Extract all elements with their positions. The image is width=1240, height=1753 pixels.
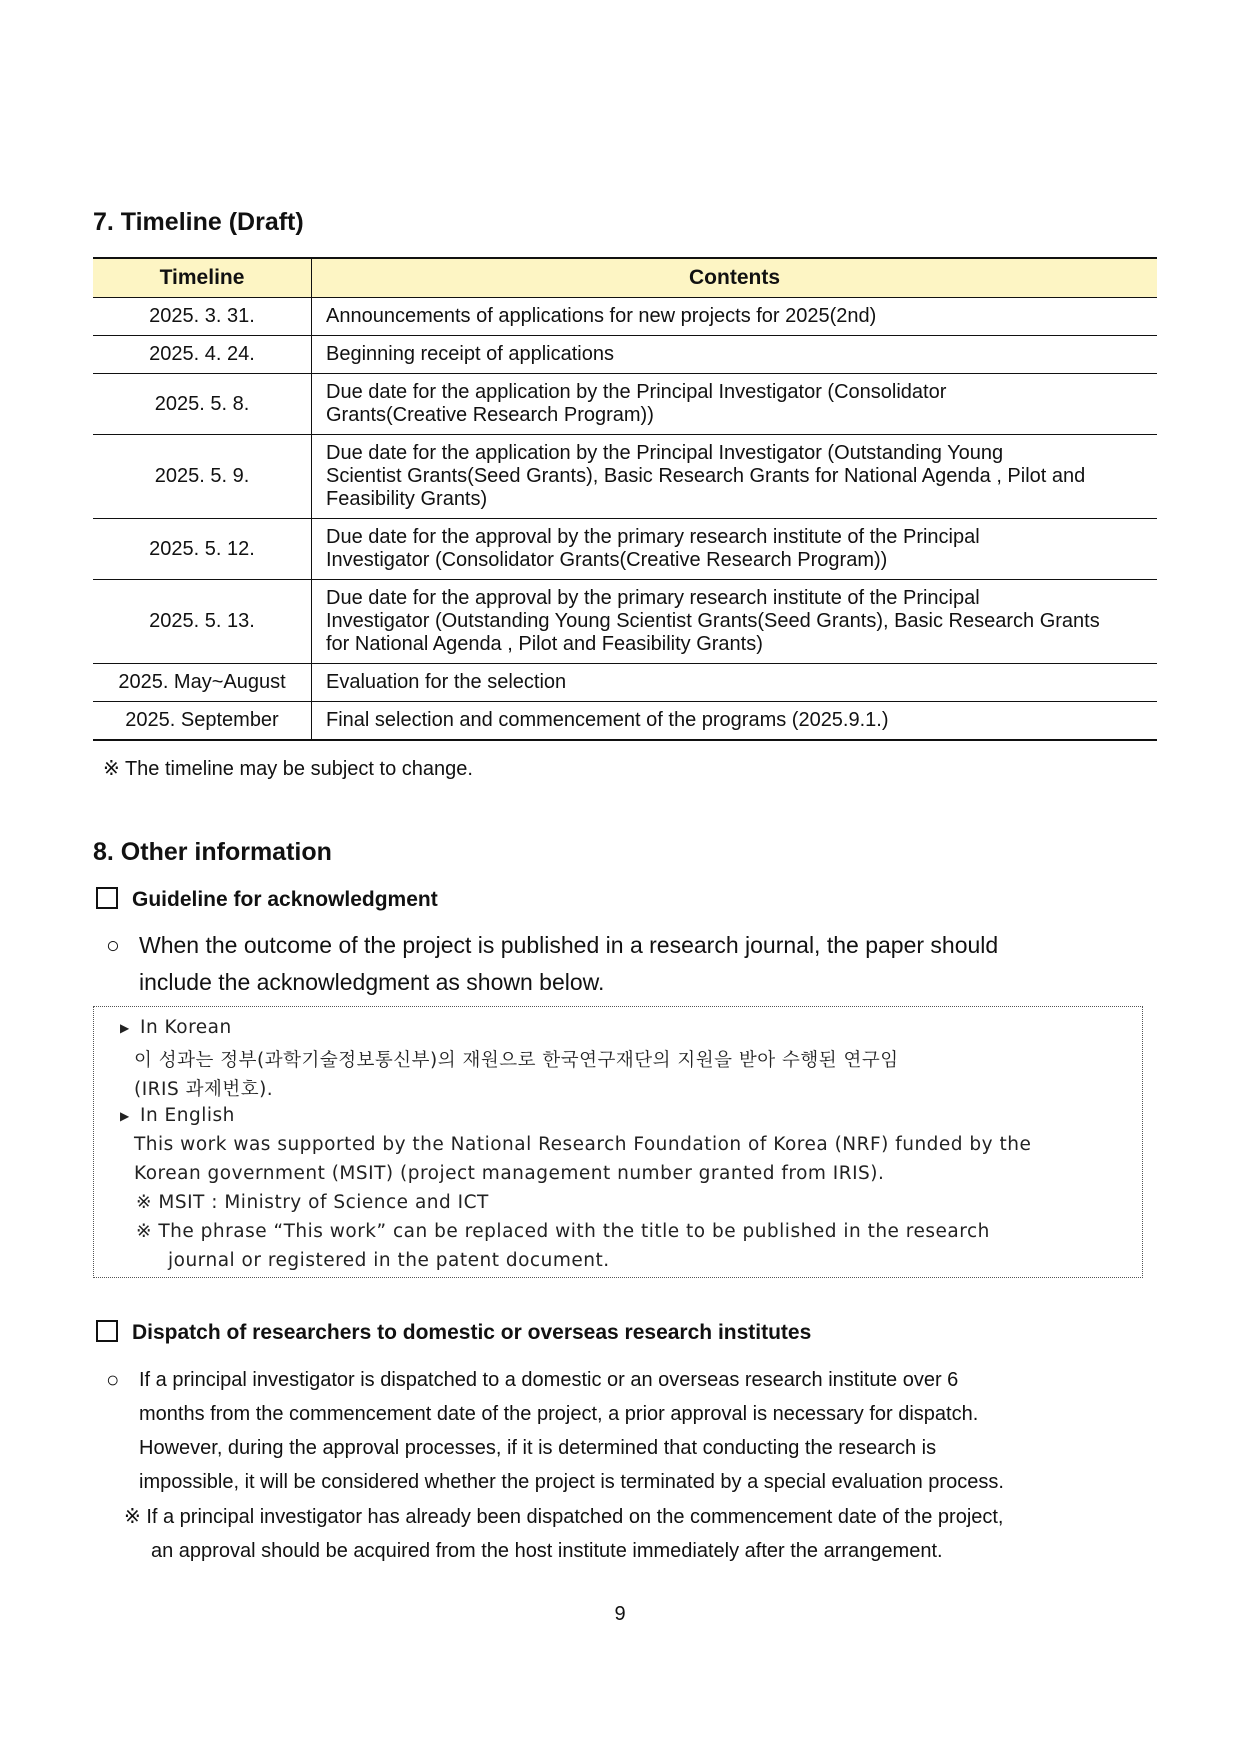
row-line: for National Agenda , Pilot and Feasibility Grants) — [326, 633, 763, 655]
timeline-note: ※ The timeline may be subject to change. — [103, 758, 473, 780]
row-date: 2025. 5. 8. — [93, 374, 312, 435]
table-row — [93, 336, 1157, 374]
header-contents: Contents — [312, 258, 1158, 298]
row-date: 2025. 5. 13. — [93, 580, 312, 664]
ack-heading-text: Guideline for acknowledgment — [132, 888, 438, 911]
ack-bullet-line: include the acknowledgment as shown below. — [139, 969, 605, 995]
row-contents — [312, 336, 1158, 374]
dispatch-bullet — [139, 1363, 1004, 1499]
row-contents — [312, 519, 1158, 580]
table-row — [93, 580, 1157, 664]
table-row — [93, 519, 1157, 580]
korean-line: 이 성과는 정부(과학기술정보통신부)의 재원으로 한국연구재단의 지원을 받아 수행된 연구임 — [134, 1050, 899, 1071]
row-contents — [312, 664, 1158, 702]
dispatch-bullet-mark: ○ — [106, 1367, 120, 1392]
row-line: Feasibility Grants) — [326, 488, 488, 510]
english-line: Korean government (MSIT) (project management number granted from IRIS). — [134, 1163, 885, 1184]
page-number: 9 — [614, 1603, 626, 1625]
english-label: In English — [140, 1105, 235, 1126]
table-row — [93, 435, 1157, 519]
row-date: 2025. September — [93, 702, 312, 740]
triangle-bullet-icon: ▶ — [120, 1109, 130, 1123]
dispatch-line: impossible, it will be considered whether the project is terminated by a special evaluation process. — [139, 1471, 1004, 1493]
msit-note: ※ MSIT : Ministry of Science and ICT — [136, 1192, 489, 1213]
table-header-row — [93, 258, 1157, 298]
ack-bullet-line: When the outcome of the project is published in a research journal, the paper should — [139, 932, 999, 958]
section-7-title: 7. Timeline (Draft) — [93, 208, 304, 236]
row-contents — [312, 580, 1158, 664]
dispatch-line: If a principal investigator is dispatched to a domestic or an overseas research institute over 6 — [139, 1369, 959, 1391]
ack-heading — [96, 887, 438, 912]
table-row — [93, 702, 1157, 740]
row-line: Due date for the approval by the primary research institute of the Principal — [326, 587, 980, 609]
row-line: Grants(Creative Research Program)) — [326, 404, 654, 426]
row-contents — [312, 298, 1158, 336]
row-contents — [312, 374, 1158, 435]
ack-bullet-mark: ○ — [106, 932, 120, 958]
row-contents — [312, 702, 1158, 740]
header-timeline: Timeline — [93, 258, 312, 298]
english-line: This work was supported by the National Research Foundation of Korea (NRF) funded by the — [134, 1134, 1032, 1155]
phrase-note: ※ The phrase “This work” can be replaced with the title to be published in the research — [136, 1221, 990, 1242]
table-row — [93, 298, 1157, 336]
row-line: Investigator (Outstanding Young Scientist Grants(Seed Grants), Basic Research Grants — [326, 610, 1100, 632]
timeline-table — [93, 257, 1157, 741]
row-contents — [312, 435, 1158, 519]
dispatch-line: months from the commencement date of the project, a prior approval is necessary for dispatch. — [139, 1403, 979, 1425]
korean-line: (IRIS 과제번호). — [134, 1079, 274, 1100]
ack-bullet — [139, 927, 998, 1001]
row-date: 2025. 4. 24. — [93, 336, 312, 374]
row-date: 2025. May~August — [93, 664, 312, 702]
triangle-bullet-icon: ▶ — [120, 1021, 130, 1035]
row-line: Due date for the application by the Principal Investigator (Outstanding Young — [326, 442, 1004, 464]
row-line: Scientist Grants(Seed Grants), Basic Research Grants for National Agenda , Pilot and — [326, 465, 1086, 487]
dispatch-note-line: an approval should be acquired from the host institute immediately after the arrangement. — [151, 1540, 943, 1562]
row-line: Evaluation for the selection — [326, 671, 567, 693]
row-line: Beginning receipt of applications — [326, 343, 614, 365]
korean-label: In Korean — [140, 1017, 232, 1038]
row-line: Investigator (Consolidator Grants(Creative Research Program)) — [326, 549, 888, 571]
row-date: 2025. 5. 9. — [93, 435, 312, 519]
dispatch-note — [124, 1500, 1004, 1568]
row-line: Due date for the approval by the primary research institute of the Principal — [326, 526, 980, 548]
dispatch-heading-text: Dispatch of researchers to domestic or overseas research institutes — [132, 1321, 812, 1344]
checkbox-square-icon — [96, 887, 118, 909]
row-line: Due date for the application by the Principal Investigator (Consolidator — [326, 381, 947, 403]
row-line: Announcements of applications for new projects for 2025(2nd) — [326, 305, 877, 327]
checkbox-square-icon — [96, 1320, 118, 1342]
dispatch-note-line: ※ If a principal investigator has already been dispatched on the commencement date of the project, — [124, 1506, 1004, 1528]
section-8-title: 8. Other information — [93, 838, 332, 866]
phrase-note: journal or registered in the patent document. — [168, 1250, 610, 1271]
dispatch-heading — [96, 1320, 811, 1345]
table-row — [93, 664, 1157, 702]
dispatch-line: However, during the approval processes, if it is determined that conducting the research is — [139, 1437, 937, 1459]
row-line: Final selection and commencement of the programs (2025.9.1.) — [326, 708, 889, 731]
row-date: 2025. 5. 12. — [93, 519, 312, 580]
table-row — [93, 374, 1157, 435]
row-date: 2025. 3. 31. — [93, 298, 312, 336]
acknowledgment-box — [93, 1006, 1143, 1278]
